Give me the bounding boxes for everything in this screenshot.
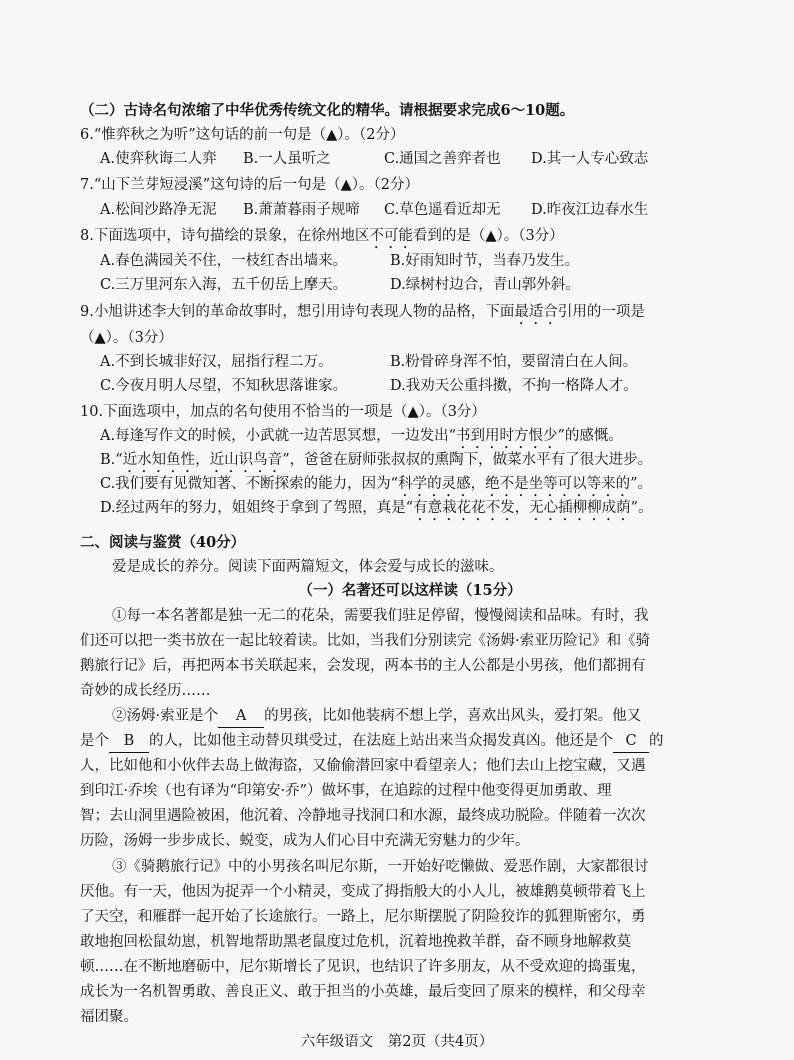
question-9-options-row2 xyxy=(100,375,760,397)
option: A.不到长城非好汉，屈指行程二万。 xyxy=(100,354,333,370)
option: D.我劝天公重抖擞，不拘一格降人才。 xyxy=(390,378,638,394)
option-text: B.“ xyxy=(100,452,123,468)
option: C.今夜月明人尽望，不知秋思落谁家。 xyxy=(100,378,348,394)
question-10-option-a xyxy=(100,425,760,452)
paragraph-3-line: 厌他。有一天，他因为捉弄一个小精灵，变成了拇指般大的小人儿，被雄鹅莫顿带着飞上 xyxy=(80,884,646,900)
question-9-stem-continued: （▲）。（3分） xyxy=(80,330,173,346)
stem-text: 引用的一项是 xyxy=(557,304,645,320)
option: A.使弈秋诲二人弈 xyxy=(100,151,217,167)
passage-title: （一）名著还可以这样读（15分） xyxy=(298,582,522,599)
reading-section-intro: 爱是成长的养分。阅读下面两篇短文，体会爱与成长的滋味。 xyxy=(112,559,504,575)
option: B.粉骨碎身浑不怕，要留清白在人间。 xyxy=(390,354,638,370)
question-9-options-row1 xyxy=(100,351,760,373)
emphasized-text: 不可能 xyxy=(369,228,413,244)
question-7-options xyxy=(100,199,760,221)
option: D.昨夜江边春水生 xyxy=(531,202,649,218)
paragraph-3-line: 福团聚。 xyxy=(80,1009,138,1025)
poetry-section-intro: （二）古诗名句浓缩了中华优秀传统文化的精华。请根据要求完成6～10题。 xyxy=(80,102,575,119)
paragraph-2-line: 智；去山洞里遇险被困，他沉着、冷静地寻找洞口和水源，最终成功脱险。伴随着一次次 xyxy=(80,808,646,824)
reading-section-heading: 二、阅读与鉴赏（40分） xyxy=(80,534,246,551)
paragraph-text: 的 xyxy=(649,733,664,749)
option: C.草色遥看近却无 xyxy=(384,202,501,218)
paragraph-text: 是个 xyxy=(80,733,109,749)
paragraph-2-line: 历险，汤姆一步步成长、蜕变，成为人们心目中充满无穷魅力的少年。 xyxy=(80,833,530,849)
emphasized-text: 最适合 xyxy=(514,304,558,320)
option-text: ”。 xyxy=(630,476,653,492)
paragraph-3-line: 敢地抱回松鼠幼崽，机智地帮助黑老鼠度过危机，沉着地挽救羊群，奋不顾身地解救莫 xyxy=(80,934,631,950)
question-6-stem: 6.“惟弈秋之为听”这句话的前一句是（▲）。（2分） xyxy=(80,127,405,143)
paragraph-2-line xyxy=(80,730,740,753)
question-7-stem: 7.“山下兰芽短浸溪”这句诗的后一句是（▲）。（2分） xyxy=(80,177,420,193)
paragraph-2-line xyxy=(112,705,772,728)
option: B.好雨知时节，当春乃发生。 xyxy=(390,253,580,269)
fill-blank-b: B xyxy=(109,730,149,753)
paragraph-text: 的人，比如他主动替贝琪受过，在法庭上站出来当众揭发真凶。他还是个 xyxy=(149,733,613,749)
option-text: C.我们要有见微知著、不断探索的能力，因为“ xyxy=(100,476,399,492)
option-text: ”。 xyxy=(630,500,653,516)
question-10-option-b xyxy=(100,449,760,476)
paragraph-3-line: 了天空，和雁群一起开始了长途旅行。一路上，尼尔斯摆脱了阴险狡诈的狐狸斯密尔，勇 xyxy=(80,909,646,925)
paragraph-2-line: 到印江·乔埃（也有译为“印第安·乔”）做坏事，在追踪的过程中他变得更加勇敢、理 xyxy=(80,783,612,799)
option-text: ”的感慨。 xyxy=(557,428,623,444)
emphasized-quote: 近水知鱼性，近山识鸟音 xyxy=(122,452,283,468)
stem-text: 8.下面选项中，诗句描绘的景象，在徐州地区 xyxy=(80,228,370,244)
paragraph-1-line: ①每一本名著都是独一无二的花朵，需要我们驻足停留，慢慢阅读和品味。有时，我 xyxy=(112,608,649,624)
option-text: A.每逢写作文的时候，小武就一边苦思冥想，一边发出“ xyxy=(100,428,456,444)
paragraph-1-line: 鹅旅行记》后，再把两本书关联起来，会发现，两本书的主人公都是小男孩，他们都拥有 xyxy=(80,658,646,674)
paragraph-1-line: 们还可以把一类书放在一起比较着读。比如，当我们分别读完《汤姆·索亚历险记》和《骑 xyxy=(80,633,651,649)
question-8-stem xyxy=(80,225,740,252)
option: C.三万里河东入海，五千仞岳上摩天。 xyxy=(100,277,348,293)
question-6-options xyxy=(100,148,760,170)
paragraph-3-line: ③《骑鹅旅行记》中的小男孩名叫尼尔斯，一开始好吃懒做、爱恶作剧，大家都很讨 xyxy=(112,859,649,875)
paragraph-2-line: 人，比如他和小伙伴去岛上做海盗，又偷偷潜回家中看望亲人；他们去山上挖宝藏，又遇 xyxy=(80,758,646,774)
emphasized-quote: 书到用时方恨少 xyxy=(456,428,558,444)
emphasized-quote: 有意栽花花不发，无心插柳柳成荫 xyxy=(413,500,631,516)
question-9-stem xyxy=(80,301,740,328)
page-footer: 六年级语文 第2页（共4页） xyxy=(300,1034,494,1050)
question-10-option-c xyxy=(100,473,760,500)
fill-blank-a: A xyxy=(218,705,264,728)
option: A.春色满园关不住，一枝红杏出墙来。 xyxy=(100,253,348,269)
option: B.一人虽听之 xyxy=(243,151,331,167)
stem-text: 看到的是（▲）。（3分） xyxy=(412,228,564,244)
option: B.萧萧暮雨子规啼 xyxy=(243,202,360,218)
question-8-options-row2 xyxy=(100,274,760,296)
fill-blank-c: C xyxy=(613,730,649,753)
emphasized-quote: 科学的灵感，绝不是坐等可以等来的 xyxy=(398,476,631,492)
paragraph-3-line: 成长为一名机智勇敢、善良正义、敢于担当的小英雄，最后变回了原来的模样，和父母幸 xyxy=(80,984,646,1000)
question-8-options-row1 xyxy=(100,250,760,272)
paragraph-1-line: 奇妙的成长经历…… xyxy=(80,683,211,699)
question-10-stem: 10.下面选项中，加点的名句使用不恰当的一项是（▲）。（3分） xyxy=(80,404,486,420)
option: D.其一人专心致志 xyxy=(531,151,649,167)
paragraph-3-line: 顿……在不断地磨砺中，尼尔斯增长了见识，也结识了许多朋友，从不受欢迎的捣蛋鬼， xyxy=(80,959,646,975)
question-10-option-d xyxy=(100,497,760,524)
option: A.松间沙路净无泥 xyxy=(100,202,217,218)
stem-text: 9.小旭讲述李大钊的革命故事时，想引用诗句表现人物的品格，下面 xyxy=(80,304,515,320)
option-text: ”，爸爸在厨师张叔叔的熏陶下，做菜水平有了很大进步。 xyxy=(282,452,653,468)
paragraph-text: ②汤姆·索亚是个 xyxy=(112,708,219,724)
option: C.通国之善弈者也 xyxy=(384,151,501,167)
paragraph-text: 的男孩，比如他装病不想上学，喜欢出风头，爱打架。他又 xyxy=(264,708,642,724)
option: D.绿树村边合，青山郭外斜。 xyxy=(390,277,580,293)
option-text: D.经过两年的努力，姐姐终于拿到了驾照，真是“ xyxy=(100,500,414,516)
